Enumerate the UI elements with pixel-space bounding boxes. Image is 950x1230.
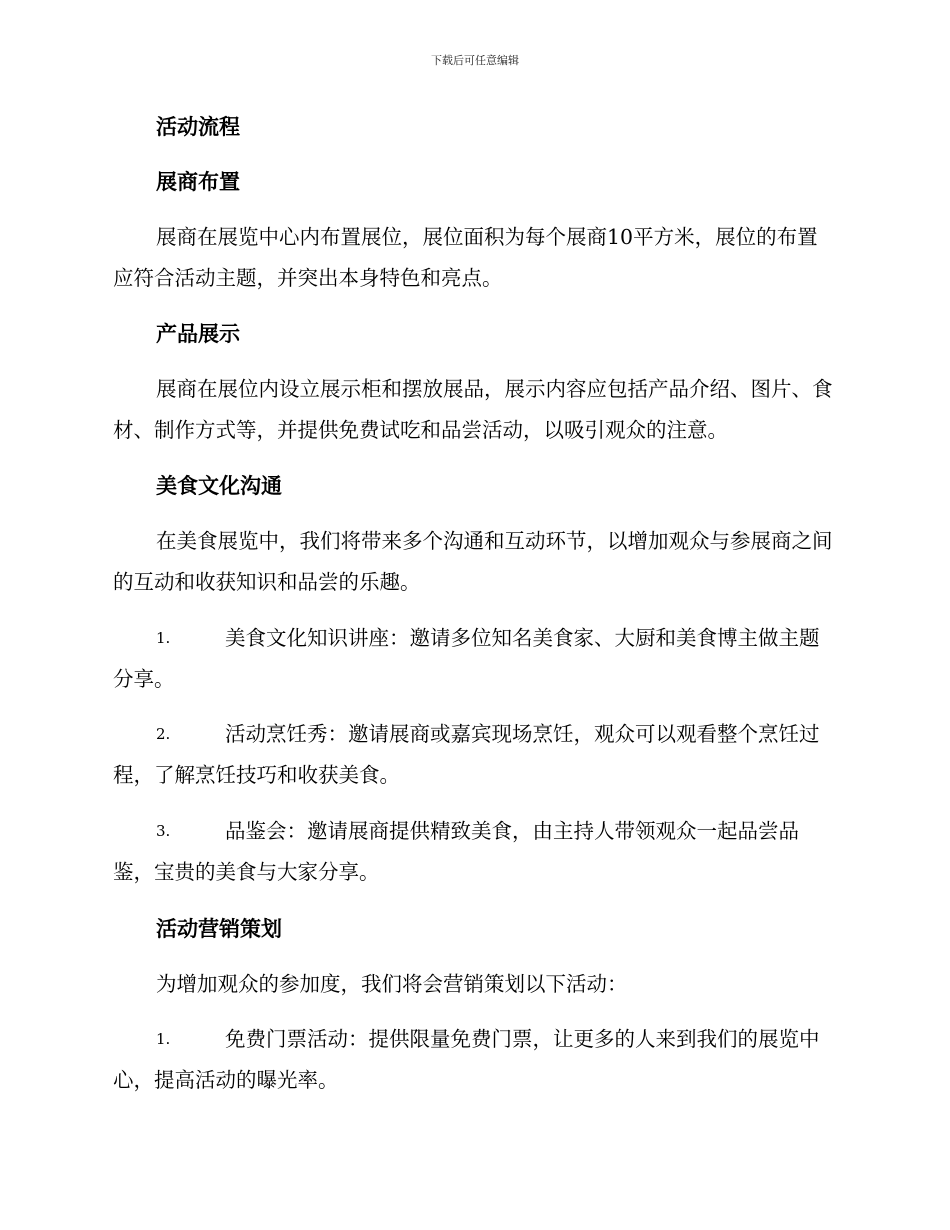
paragraph-event-marketing: 为增加观众的参加度，我们将会营销策划以下活动： <box>156 972 628 996</box>
list-item <box>113 714 837 796</box>
paragraph-product-display: 展商在展位内设立展示柜和摆放展品，展示内容应包括产品介绍、图片、食材、制作方式等，并提供免费试吃和品尝活动，以吸引观众的注意。 <box>113 377 833 442</box>
heading-product-display: 产品展示 <box>156 321 240 346</box>
list-item-number: 1. <box>156 629 171 647</box>
paragraph-exhibitor-layout: 展商在展览中心内布置展位，展位面积为每个展商10平方米，展位的布置应符合活动主题，并突出本身特色和亮点。 <box>113 225 818 290</box>
heading-activity-flow: 活动流程 <box>156 114 240 139</box>
list-item <box>113 1019 837 1101</box>
list-item <box>113 618 837 700</box>
list-item-number: 2. <box>156 725 171 743</box>
list-item-text: 免费门票活动：提供限量免费门票，让更多的人来到我们的展览中心，提高活动的曝光率。 <box>113 1027 820 1092</box>
heading-exhibitor-layout: 展商布置 <box>156 169 240 194</box>
list-item-text: 活动烹饪秀：邀请展商或嘉宾现场烹饪，观众可以观看整个烹饪过程，了解烹饪技巧和收获美食。 <box>113 722 820 787</box>
list-item-number: 3. <box>156 822 171 840</box>
paragraph-food-culture: 在美食展览中，我们将带来多个沟通和互动环节，以增加观众与参展商之间的互动和收获知识和品尝的乐趣。 <box>113 529 833 594</box>
list-item <box>113 811 837 893</box>
heading-food-culture: 美食文化沟通 <box>156 473 282 498</box>
heading-event-marketing: 活动营销策划 <box>156 916 282 941</box>
page-header: 下载后可任意编辑 <box>431 54 519 67</box>
list-item-text: 品鉴会：邀请展商提供精致美食，由主持人带领观众一起品尝品鉴，宝贵的美食与大家分享。 <box>113 819 799 884</box>
list-item-text: 美食文化知识讲座：邀请多位知名美食家、大厨和美食博主做主题分享。 <box>113 626 820 691</box>
list-item-number: 1. <box>156 1030 171 1048</box>
